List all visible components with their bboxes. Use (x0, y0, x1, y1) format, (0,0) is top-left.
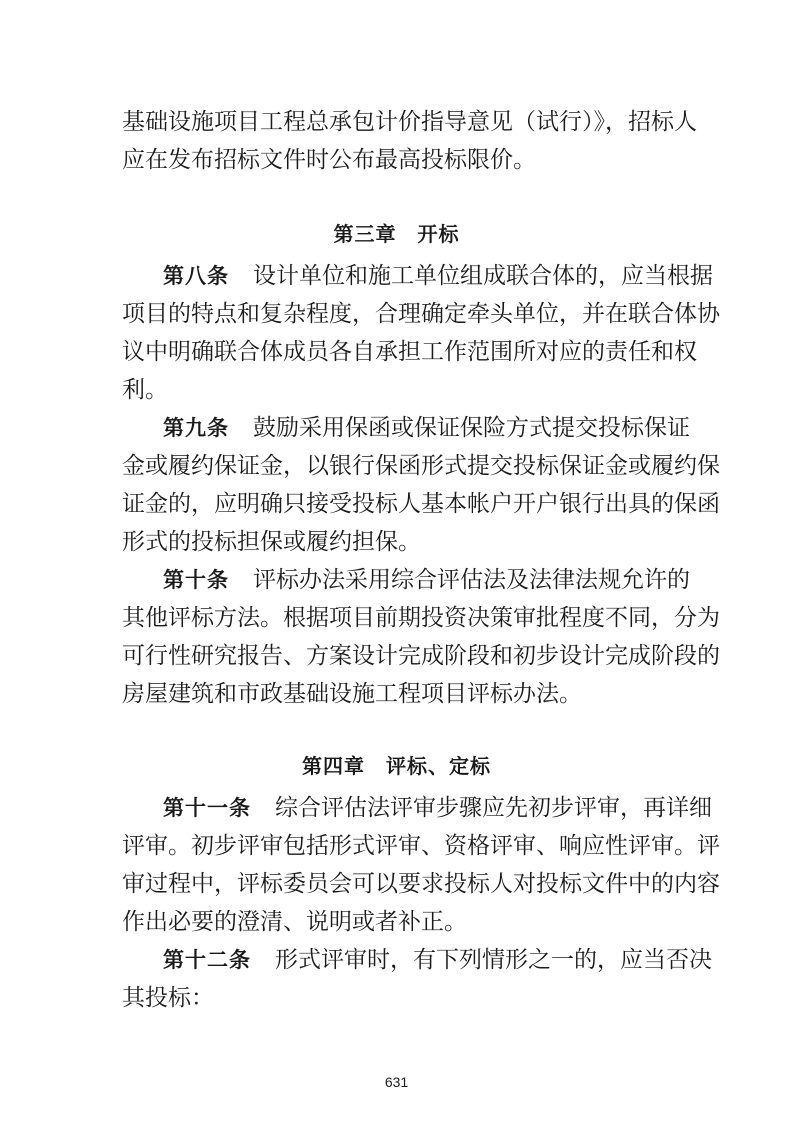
text-line: 项目的特点和复杂程度，合理确定牵头单位，并在联合体协 (122, 301, 720, 327)
article-text: 设计单位和施工单位组成联合体的，应当根据 (253, 263, 713, 289)
article-label: 第十条 (163, 568, 229, 592)
text-line: 证金的，应明确只接受投标人基本帐户开户银行出具的保函 (122, 491, 720, 517)
text-line: 议中明确联合体成员各自承担工作范围所对应的责任和权 (122, 339, 697, 365)
text-line: 可行性研究报告、方案设计完成阶段和初步设计完成阶段的 (122, 643, 720, 669)
text-line: 形式的投标担保或履约担保。 (122, 529, 421, 555)
article-first-line (163, 409, 690, 447)
chapter-heading: 第四章 评标、定标 (302, 754, 491, 778)
article-label: 第十二条 (163, 948, 251, 972)
text-line: 基础设施项目工程总承包计价指导意见（试行）》，招标人 (122, 109, 697, 135)
article-first-line (163, 941, 712, 979)
article-text: 鼓励采用保函或保证保险方式提交投标保证 (253, 415, 690, 441)
text-line: 审过程中，评标委员会可以要求投标人对投标文件中的内容 (122, 871, 720, 897)
text-line: 其投标： (122, 985, 214, 1011)
chapter-heading: 第三章 开标 (333, 222, 460, 246)
article-text: 形式评审时，有下列情形之一的，应当否决 (275, 947, 712, 973)
article-text: 评标办法采用综合评估法及法律法规允许的 (253, 567, 690, 593)
article-first-line (163, 789, 712, 827)
article-label: 第九条 (163, 416, 229, 440)
text-line: 房屋建筑和市政基础设施工程项目评标办法。 (122, 681, 582, 707)
article-label: 第十一条 (163, 796, 251, 820)
article-label: 第八条 (163, 264, 229, 288)
text-line: 金或履约保证金，以银行保函形式提交投标保证金或履约保 (122, 453, 720, 479)
text-line: 评审。初步评审包括形式评审、资格评审、响应性评审。评 (122, 833, 720, 859)
text-line: 其他评标方法。根据项目前期投资决策审批程度不同，分为 (122, 605, 720, 631)
article-first-line (163, 561, 690, 599)
text-line: 应在发布招标文件时公布最高投标限价。 (122, 147, 536, 173)
article-text: 综合评估法评审步骤应先初步评审，再详细 (275, 795, 712, 821)
article-first-line (163, 257, 713, 295)
page-number: 631 (384, 1074, 409, 1090)
text-line: 作出必要的澄清、说明或者补正。 (122, 909, 467, 935)
text-line: 利。 (122, 377, 168, 403)
